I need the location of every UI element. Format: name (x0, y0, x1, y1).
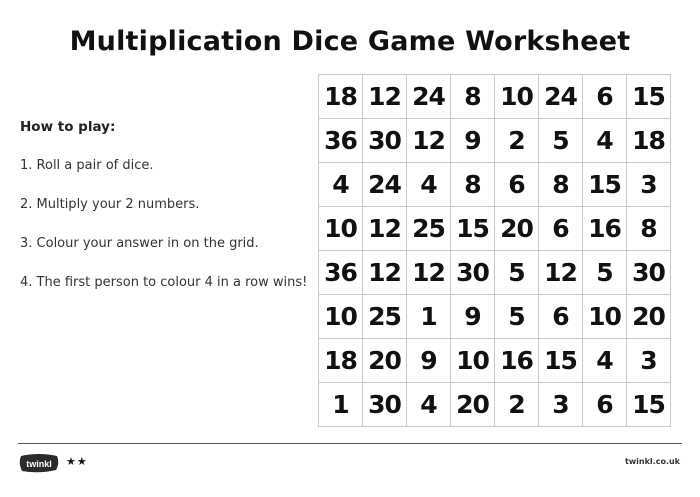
grid-cell[interactable]: 18 (627, 119, 671, 163)
grid-cell[interactable]: 3 (627, 339, 671, 383)
number-grid (318, 74, 671, 427)
grid-cell[interactable]: 24 (407, 75, 451, 119)
grid-cell[interactable]: 10 (451, 339, 495, 383)
grid-cell[interactable]: 15 (583, 163, 627, 207)
grid-cell[interactable]: 10 (319, 207, 363, 251)
rating-stars: ★★ (66, 455, 88, 468)
grid-row (319, 383, 671, 427)
grid-cell[interactable]: 4 (583, 119, 627, 163)
grid-cell[interactable]: 15 (539, 339, 583, 383)
grid-cell[interactable]: 2 (495, 383, 539, 427)
worksheet-title: Multiplication Dice Game Worksheet (69, 26, 631, 57)
grid-cell[interactable]: 15 (451, 207, 495, 251)
how-to-play-heading: How to play: (20, 119, 116, 135)
grid-cell[interactable]: 12 (363, 75, 407, 119)
grid-cell[interactable]: 20 (363, 339, 407, 383)
grid-row (319, 75, 671, 119)
grid-cell[interactable]: 20 (451, 383, 495, 427)
grid-cell[interactable]: 5 (583, 251, 627, 295)
grid-cell[interactable]: 12 (407, 251, 451, 295)
svg-text:twinkl: twinkl (26, 459, 52, 469)
grid-cell[interactable]: 3 (627, 163, 671, 207)
footer-divider (18, 443, 682, 444)
grid-row (319, 119, 671, 163)
grid-cell[interactable]: 25 (407, 207, 451, 251)
instruction-step: 1. Roll a pair of dice. (20, 158, 154, 173)
grid-cell[interactable]: 30 (627, 251, 671, 295)
grid-cell[interactable]: 8 (627, 207, 671, 251)
grid-cell[interactable]: 6 (539, 295, 583, 339)
grid-cell[interactable]: 30 (363, 119, 407, 163)
grid-cell[interactable]: 12 (407, 119, 451, 163)
grid-cell[interactable]: 3 (539, 383, 583, 427)
grid-cell[interactable]: 4 (319, 163, 363, 207)
grid-cell[interactable]: 10 (495, 75, 539, 119)
grid-cell[interactable]: 30 (363, 383, 407, 427)
grid-cell[interactable]: 1 (407, 295, 451, 339)
grid-cell[interactable]: 24 (539, 75, 583, 119)
grid-row (319, 339, 671, 383)
grid-cell[interactable]: 20 (627, 295, 671, 339)
grid-cell[interactable]: 24 (363, 163, 407, 207)
twinkl-logo (18, 453, 60, 474)
grid-cell[interactable]: 8 (539, 163, 583, 207)
grid-cell[interactable]: 5 (539, 119, 583, 163)
grid-row (319, 207, 671, 251)
grid-cell[interactable]: 6 (495, 163, 539, 207)
grid-cell[interactable]: 6 (583, 75, 627, 119)
instruction-step: 4. The first person to colour 4 in a row wins! (20, 275, 308, 290)
grid-cell[interactable]: 5 (495, 251, 539, 295)
grid-cell[interactable]: 5 (495, 295, 539, 339)
grid-row (319, 163, 671, 207)
grid-cell[interactable]: 12 (363, 251, 407, 295)
grid-cell[interactable]: 9 (451, 119, 495, 163)
grid-cell[interactable]: 9 (407, 339, 451, 383)
grid-cell[interactable]: 9 (451, 295, 495, 339)
grid-cell[interactable]: 4 (407, 163, 451, 207)
grid-cell[interactable]: 8 (451, 75, 495, 119)
grid-cell[interactable]: 30 (451, 251, 495, 295)
grid-cell[interactable]: 36 (319, 119, 363, 163)
grid-cell[interactable]: 36 (319, 251, 363, 295)
grid-cell[interactable]: 4 (407, 383, 451, 427)
site-url[interactable]: twinkl.co.uk (624, 457, 680, 466)
grid-cell[interactable]: 4 (583, 339, 627, 383)
grid-cell[interactable]: 18 (319, 75, 363, 119)
grid-cell[interactable]: 25 (363, 295, 407, 339)
grid-row (319, 251, 671, 295)
grid-cell[interactable]: 8 (451, 163, 495, 207)
grid-cell[interactable]: 20 (495, 207, 539, 251)
instruction-step: 3. Colour your answer in on the grid. (20, 236, 259, 251)
grid-cell[interactable]: 2 (495, 119, 539, 163)
grid-cell[interactable]: 12 (539, 251, 583, 295)
instructions-list (20, 158, 307, 314)
grid-cell[interactable]: 15 (627, 75, 671, 119)
grid-cell[interactable]: 18 (319, 339, 363, 383)
grid-cell[interactable]: 1 (319, 383, 363, 427)
grid-cell[interactable]: 10 (319, 295, 363, 339)
grid-cell[interactable]: 15 (627, 383, 671, 427)
grid-cell[interactable]: 6 (583, 383, 627, 427)
grid-cell[interactable]: 16 (495, 339, 539, 383)
grid-cell[interactable]: 16 (583, 207, 627, 251)
grid-cell[interactable]: 12 (363, 207, 407, 251)
grid-row (319, 295, 671, 339)
grid-cell[interactable]: 10 (583, 295, 627, 339)
instruction-step: 2. Multiply your 2 numbers. (20, 197, 200, 212)
grid-cell[interactable]: 6 (539, 207, 583, 251)
